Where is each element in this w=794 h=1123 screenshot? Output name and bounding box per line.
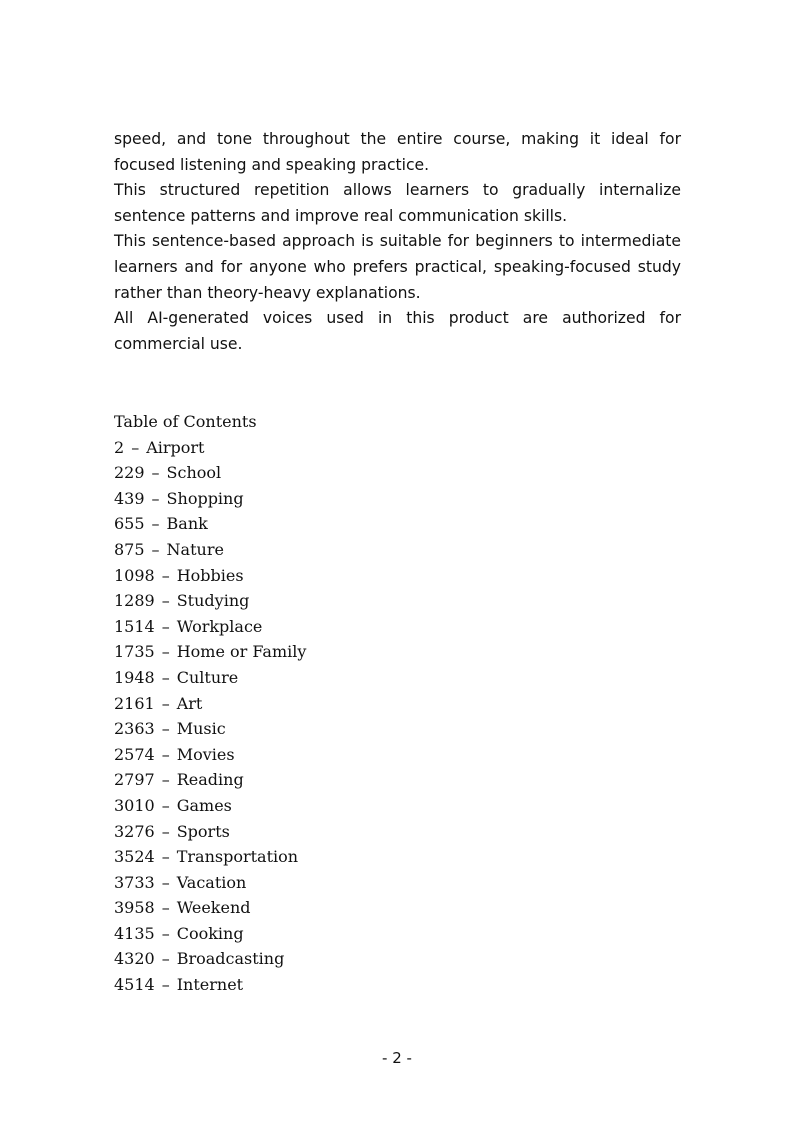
toc-separator: – (161, 795, 170, 815)
toc-separator: – (161, 744, 170, 764)
toc-page-number: 1514 (114, 616, 155, 636)
toc-entry-music (114, 716, 306, 742)
toc-separator: – (161, 565, 170, 585)
toc-title: Sports (176, 821, 230, 841)
toc-page-number: 3733 (114, 872, 155, 892)
toc-page-number: 4514 (114, 975, 155, 995)
toc-title: Workplace (176, 616, 263, 636)
toc-separator: – (161, 975, 170, 995)
toc-entry-home-or-family (114, 639, 306, 665)
toc-page-number: 2797 (114, 770, 155, 790)
toc-entry-studying (114, 588, 306, 614)
toc-title: Bank (166, 514, 208, 534)
toc-page-number: 655 (114, 514, 145, 534)
toc-separator: – (161, 770, 170, 790)
toc-page-number: 875 (114, 539, 145, 559)
toc-entry-transportation (114, 844, 306, 870)
toc-separator: – (151, 514, 160, 534)
toc-title: Nature (166, 539, 224, 559)
toc-entry-broadcasting (114, 946, 306, 972)
toc-separator: – (161, 847, 170, 867)
toc-page-number: 3524 (114, 847, 155, 867)
toc-separator: – (151, 463, 160, 483)
toc-title: Airport (146, 437, 205, 457)
toc-title: Weekend (176, 898, 251, 918)
table-of-contents (114, 435, 306, 998)
toc-entry-games (114, 793, 306, 819)
paragraph: This sentence-based approach is suitable for beginners to intermediate learners and for anyone who prefers practical, speaking-focused study rather than theory-heavy explanations. (114, 232, 681, 302)
toc-entry-workplace (114, 614, 306, 640)
toc-page-number: 3010 (114, 795, 155, 815)
toc-page-number: 3276 (114, 821, 155, 841)
toc-page-number: 2363 (114, 719, 155, 739)
toc-separator: – (131, 437, 140, 457)
toc-entry-hobbies (114, 563, 306, 589)
toc-page-number: 2161 (114, 693, 155, 713)
toc-entry-culture (114, 665, 306, 691)
toc-separator: – (161, 616, 170, 636)
toc-separator: – (161, 898, 170, 918)
toc-title: Cooking (176, 923, 244, 943)
toc-separator: – (161, 719, 170, 739)
toc-entry-sports (114, 819, 306, 845)
toc-page-number: 1098 (114, 565, 155, 585)
toc-entry-school (114, 460, 306, 486)
toc-separator: – (161, 821, 170, 841)
toc-entry-vacation (114, 870, 306, 896)
toc-entry-bank (114, 511, 306, 537)
toc-title: Movies (176, 744, 235, 764)
toc-entry-reading (114, 767, 306, 793)
paragraph: This structured repetition allows learners to gradually internalize sentence patterns and improve real communication skills. (114, 181, 681, 225)
toc-separator: – (161, 667, 170, 687)
toc-separator: – (161, 693, 170, 713)
toc-page-number: 4320 (114, 949, 155, 969)
toc-separator: – (161, 923, 170, 943)
toc-title: Music (176, 719, 226, 739)
toc-page-number: 2574 (114, 744, 155, 764)
toc-title: Studying (176, 591, 250, 611)
toc-title: Hobbies (176, 565, 244, 585)
paragraph: All AI-generated voices used in this product are authorized for commercial use. (114, 309, 681, 353)
toc-separator: – (151, 488, 160, 508)
toc-title: Vacation (176, 872, 247, 892)
toc-title: Transportation (176, 847, 299, 867)
toc-entry-internet (114, 972, 306, 998)
toc-separator: – (151, 539, 160, 559)
toc-page-number: 1735 (114, 642, 155, 662)
toc-page-number: 1289 (114, 591, 155, 611)
toc-entry-art (114, 691, 306, 717)
toc-separator: – (161, 642, 170, 662)
toc-title: School (166, 463, 222, 483)
toc-heading: Table of Contents (114, 412, 257, 431)
toc-title: Reading (176, 770, 244, 790)
page-number: - 2 - (382, 1049, 412, 1067)
toc-separator: – (161, 949, 170, 969)
paragraph: speed, and tone throughout the entire course, making it ideal for focused listening and speaking practice. (114, 130, 681, 174)
toc-entry-weekend (114, 895, 306, 921)
body-text (114, 127, 681, 357)
toc-entry-cooking (114, 921, 306, 947)
toc-entry-nature (114, 537, 306, 563)
toc-page-number: 229 (114, 463, 145, 483)
toc-title: Shopping (166, 488, 244, 508)
toc-entry-shopping (114, 486, 306, 512)
toc-page-number: 1948 (114, 667, 155, 687)
toc-page-number: 439 (114, 488, 145, 508)
toc-entry-movies (114, 742, 306, 768)
toc-title: Culture (176, 667, 239, 687)
toc-title: Games (176, 795, 232, 815)
toc-page-number: 3958 (114, 898, 155, 918)
toc-title: Art (176, 693, 203, 713)
toc-title: Broadcasting (176, 949, 285, 969)
toc-page-number: 4135 (114, 923, 155, 943)
toc-page-number: 2 (114, 437, 125, 457)
toc-title: Home or Family (176, 642, 307, 662)
toc-title: Internet (176, 975, 244, 995)
toc-separator: – (161, 872, 170, 892)
toc-separator: – (161, 591, 170, 611)
toc-entry-airport (114, 435, 306, 461)
